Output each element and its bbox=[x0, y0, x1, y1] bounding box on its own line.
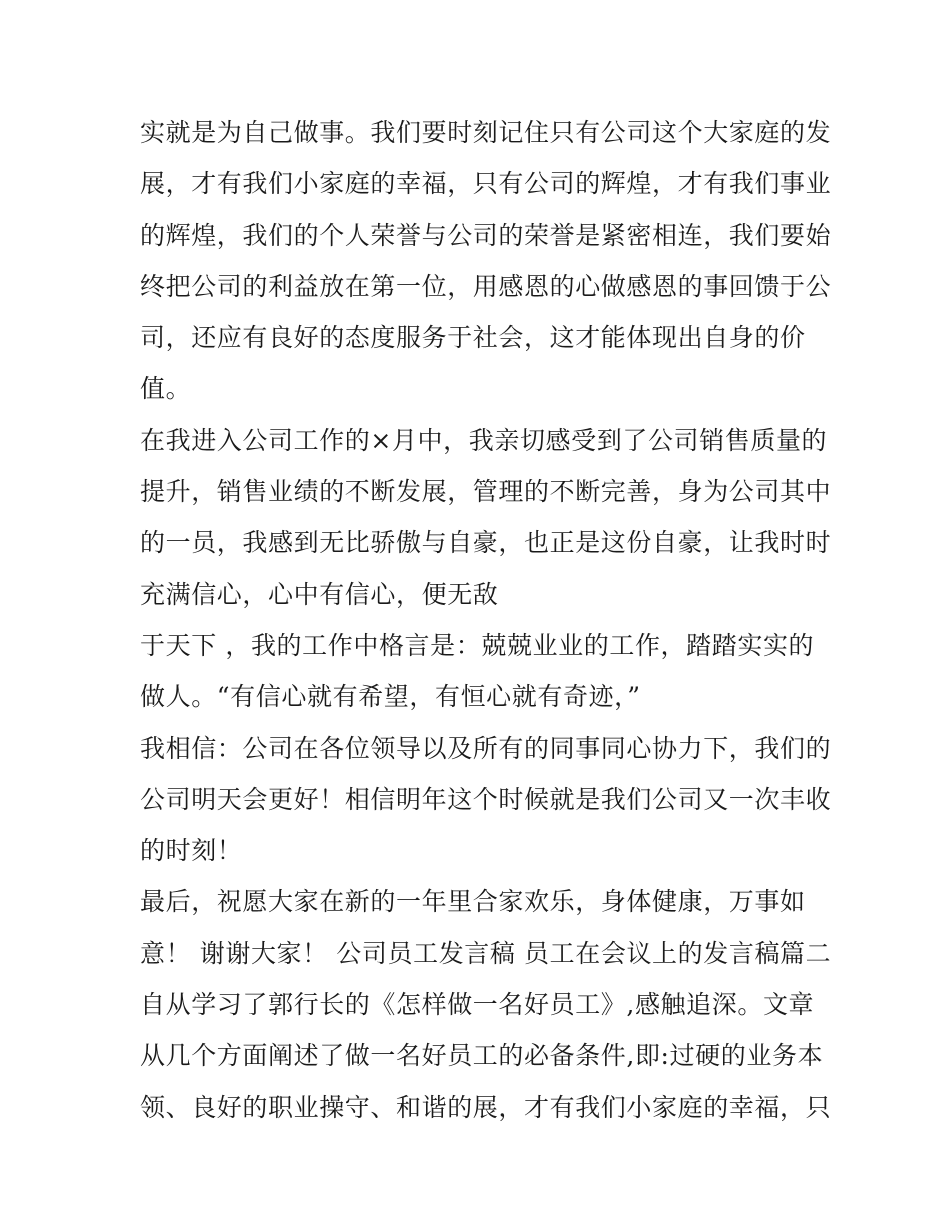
text-line-16: 最后，祝愿大家在新的一年里合家欢乐，身体健康，万事如 bbox=[140, 887, 806, 917]
text-line-5: 司，还应有良好的态度服务于社会，这才能体现出自身的价 bbox=[140, 323, 806, 353]
text-line-7: 在我进入公司工作的×月中，我亲切感受到了公司销售质量的 bbox=[140, 425, 828, 455]
text-line-13: 我相信：公司在各位领导以及所有的同事同心协力下，我们的 bbox=[140, 733, 832, 763]
text-line-1: 实就是为自己做事。我们要时刻记住只有公司这个大家庭的发 bbox=[140, 118, 832, 147]
text-line-17: 意！ 谢谢大家！ 公司员工发言稿 员工在会议上的发言稿篇二 bbox=[140, 938, 832, 968]
text-line-15: 的时刻！ bbox=[140, 836, 243, 866]
document-body bbox=[140, 107, 832, 1133]
text-line-3: 的辉煌，我们的个人荣誉与公司的荣誉是紧密相连，我们要始 bbox=[140, 220, 832, 250]
text-line-12: 做人。“有信心就有希望，有恒心就有奇迹，” bbox=[140, 682, 641, 712]
text-line-9: 的一员，我感到无比骄傲与自豪，也正是这份自豪，让我时时 bbox=[140, 528, 832, 558]
text-line-20: 领、良好的职业操守、和谐的展，才有我们小家庭的幸福，只 bbox=[140, 1092, 832, 1122]
text-line-10: 充满信心，心中有信心，便无敌 bbox=[140, 579, 499, 609]
text-line-6: 值。 bbox=[140, 374, 192, 404]
text-line-14: 公司明天会更好！相信明年这个时候就是我们公司又一次丰收 bbox=[140, 784, 832, 814]
text-line-19: 从几个方面阐述了做一名好员工的必备条件,即:过硬的业务本 bbox=[140, 1041, 824, 1071]
text-line-2: 展，才有我们小家庭的幸福，只有公司的辉煌，才有我们事业 bbox=[140, 169, 832, 199]
text-line-4: 终把公司的利益放在第一位，用感恩的心做感恩的事回馈于公 bbox=[140, 271, 832, 301]
text-line-8: 提升，销售业绩的不断发展，管理的不断完善，身为公司其中 bbox=[140, 477, 832, 507]
text-line-18: 自从学习了郭行长的《怎样做一名好员工》,感触追深。文章 bbox=[140, 990, 815, 1020]
text-line-11: 于天下 ，我的工作中格言是：兢兢业业的工作，踏踏实实的 bbox=[140, 630, 815, 660]
